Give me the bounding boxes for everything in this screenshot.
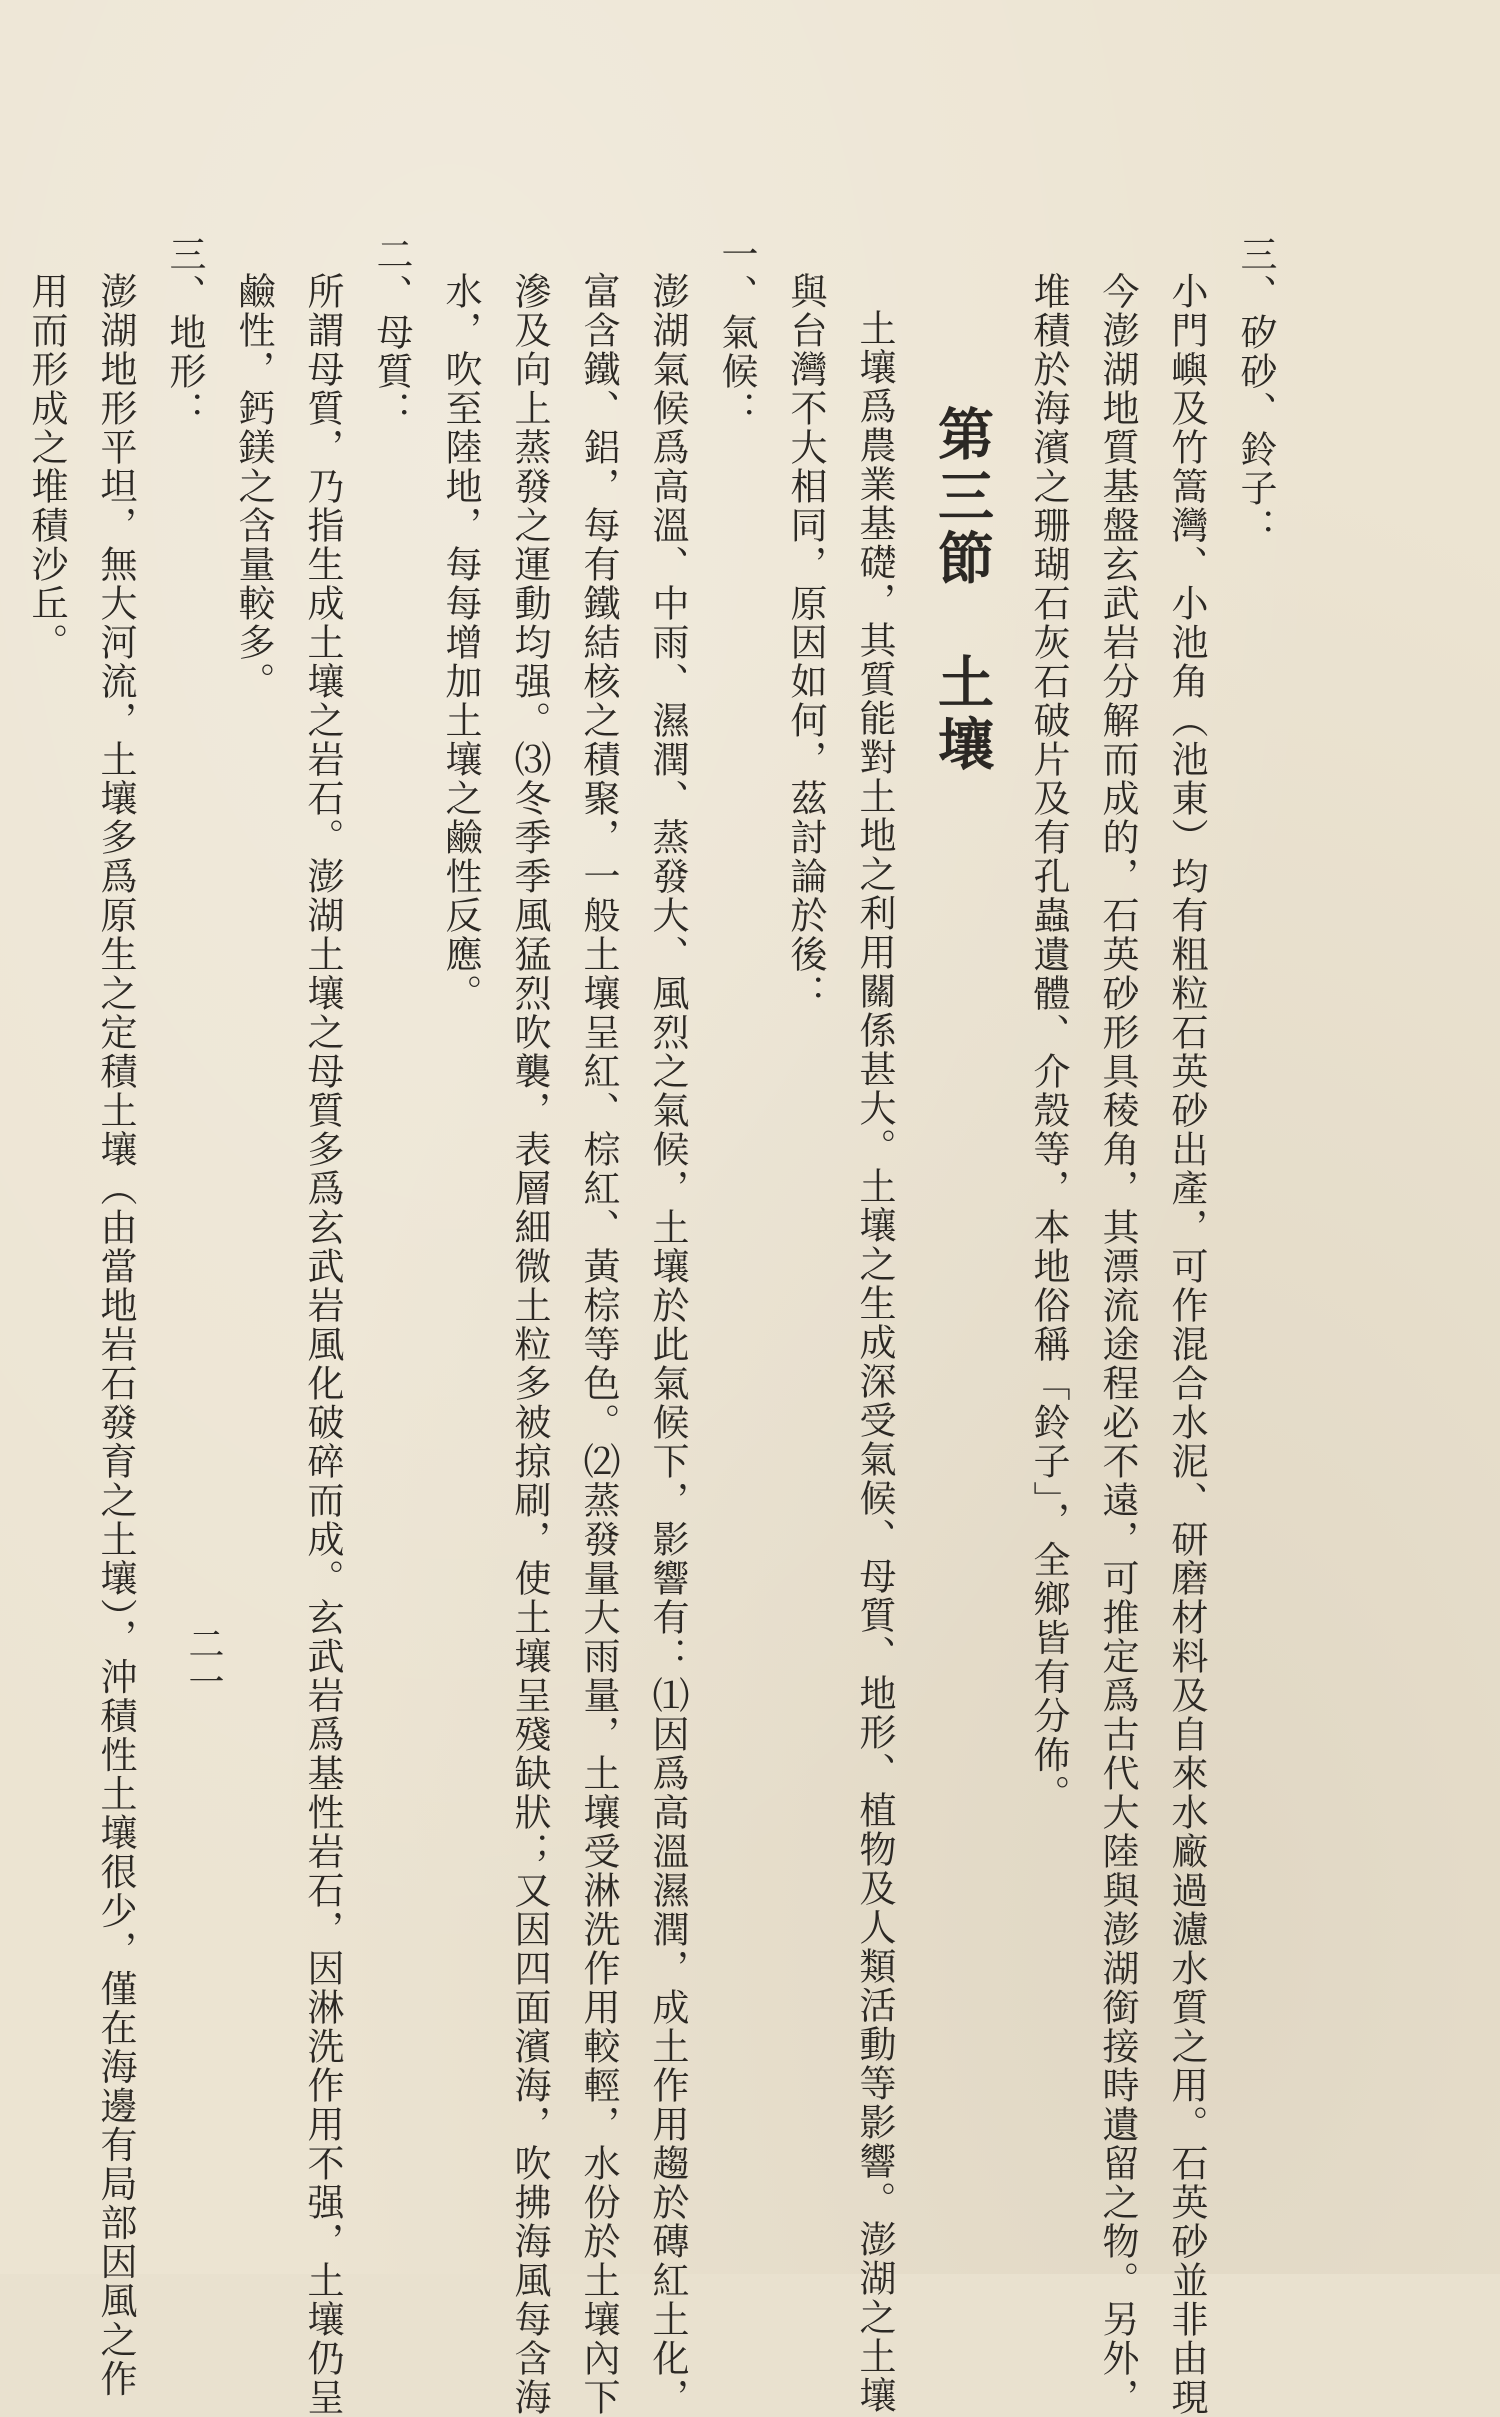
text-column: 滲及向上蒸發之運動均强。⑶冬季季風猛烈吹襲，表層細微土粒多被掠刷，使土壤呈殘缺狀；又因四面濱海，吹拂海風每含海 bbox=[508, 272, 551, 2417]
text-column: 鹼性，鈣鎂之含量較多。 bbox=[232, 272, 275, 701]
text-column: 土壤爲農業基礎，其質能對土地之利用關係甚大。土壤之生成深受氣候、母質、地形、植物及人類活動等影響。澎湖之土壤 bbox=[853, 309, 896, 2415]
subsection-heading: 二、母質： bbox=[370, 235, 413, 430]
text-column: 小門嶼及竹篙灣、小池角（池東）均有粗粒石英砂出產，可作混合水泥、研磨材料及自來水廠過濾水質之用。石英砂並非由現 bbox=[1165, 272, 1208, 2417]
text-column: 水，吹至陸地，每每增加土壤之鹼性反應。 bbox=[439, 272, 482, 1013]
text-column: 堆積於海濱之珊瑚石灰石破片及有孔蟲遺體、介殼等，本地俗稱「鈴子」，全鄉皆有分佈。 bbox=[1027, 272, 1070, 1814]
text-column: 澎湖氣候爲高溫、中雨、濕潤、蒸發大、風烈之氣候，土壤於此氣候下，影響有：⑴因爲高溫濕潤，成土作用趨於磚紅土化， bbox=[646, 272, 689, 2417]
text-column: 與台灣不大相同，原因如何，茲討論於後： bbox=[784, 272, 827, 1013]
vertical-body-text bbox=[0, 235, 1290, 2417]
text-column: 所謂母質，乃指生成土壤之岩石。澎湖土壤之母質多爲玄武岩風化破碎而成。玄武岩爲基性岩石，因淋洗作用不强，土壤仍呈 bbox=[301, 272, 344, 2417]
text-column: 用而形成之堆積沙丘。 bbox=[25, 272, 68, 662]
subsection-heading bbox=[0, 235, 12, 1735]
subsection-heading: 三、矽砂、鈴子： bbox=[1234, 235, 1277, 547]
text-column: 澎湖地形平坦，無大河流，土壤多爲原生之定積土壤（由當地岩石發育之土壤），沖積性土壤很少，僅在海邊有局部因風之作 bbox=[94, 272, 137, 2399]
page-number: 二一 bbox=[183, 1625, 224, 1701]
text-column: 今澎湖地質基盤玄武岩分解而成的，石英砂形具稜角，其漂流途程必不遠，可推定爲古代大陸與澎湖銜接時遺留之物。另外， bbox=[1096, 272, 1139, 2417]
section-title: 第三節 土壤 bbox=[929, 405, 995, 777]
text-column: 富含鐵、鋁，每有鐵結核之積聚，一般土壤呈紅、棕紅、黃棕等色。⑵蒸發量大雨量，土壤受淋洗作用較輕，水份於土壤內下 bbox=[577, 272, 620, 2417]
subsection-heading: 三、地形： bbox=[163, 235, 206, 430]
subsection-heading: 一、氣候： bbox=[715, 235, 758, 430]
